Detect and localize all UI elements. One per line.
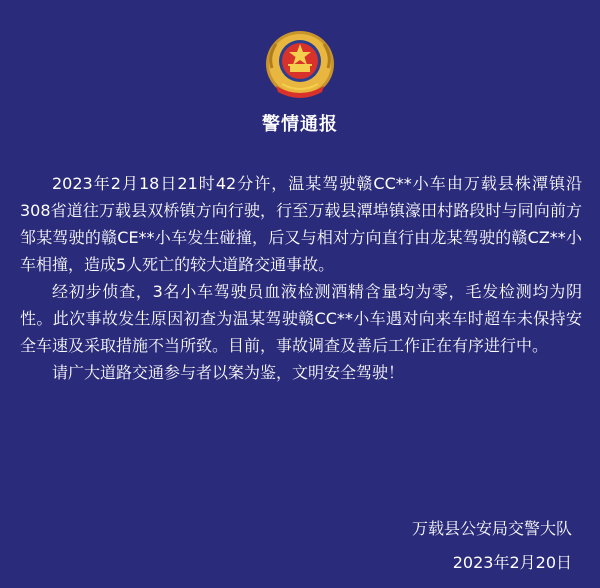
police-emblem-icon (262, 28, 338, 102)
issuer: 万载县公安局交警大队 (411, 519, 572, 538)
notice-paragraph-1: 2023年2月18日21时42分许，温某驾驶赣CC**小车由万载县株潭镇沿308省道往万载县双桥镇方向行驶，行至万载县潭埠镇濠田村路段时与同向前方邹某驾驶的赣CE**小车发生碰撞，后又与相对方向直行由龙某驾驶的赣CZ**小车相撞，造成5人死亡的较大道路交通事故。 (20, 174, 582, 274)
signature-block (412, 512, 572, 580)
issue-date: 2023年2月20日 (452, 553, 572, 572)
notice-body (20, 170, 582, 386)
notice-title: 警情通报 (262, 114, 338, 135)
notice-paragraph-2: 经初步侦查，3名小车驾驶员血液检测酒精含量均为零，毛发检测均为阴性。此次事故发生原因初查为温某驾驶赣CC**小车遇对向来车时超车未保持安全车速及采取措施不当所致。目前，事故调查及善后工作正在有序进行中。 (20, 282, 582, 355)
notice-paragraph-3: 请广大道路交通参与者以案为鉴，文明安全驾驶！ (52, 363, 405, 382)
